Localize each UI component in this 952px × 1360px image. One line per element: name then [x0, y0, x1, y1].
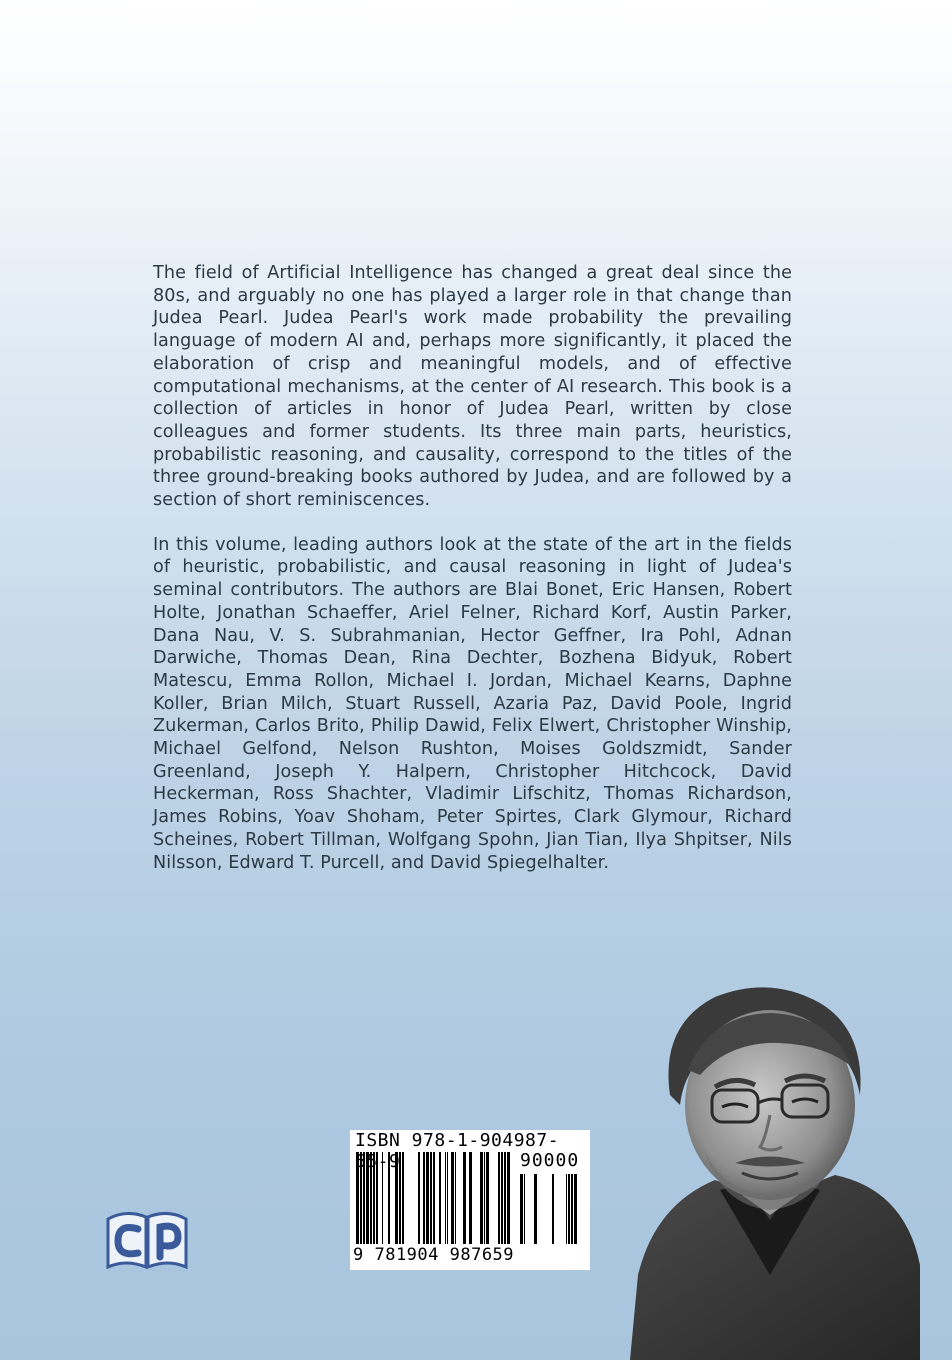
addon-bar [552, 1174, 554, 1244]
book-description [153, 262, 792, 896]
publisher-logo-icon [104, 1205, 190, 1269]
description-paragraph-1: The field of Artificial Intelligence has changed a great deal since the 80s, and arguably no one has played a larger role in that change than Judea Pearl. Judea Pearl's work made probability the prevailing language of modern AI and, perhaps more significantly, it placed the elaboration of crisp and meaningful models, and of effective computational mechanisms, at the center of AI research. This book is a collection of articles in honor of Judea Pearl, written by close colleagues and former students. Its three main parts, heuristics, probabilistic reasoning, and causality, correspond to the titles of the three ground-breaking books authored by Judea, and are followed by a section of short reminiscences. [153, 263, 792, 511]
price-addon: 90000 [520, 1150, 580, 1171]
addon-bar [568, 1174, 570, 1244]
addon-bar [571, 1174, 573, 1244]
addon-bar [534, 1174, 537, 1244]
addon-bar [566, 1174, 567, 1244]
isbn-label: ISBN 978-1-904987-65-9 [355, 1130, 560, 1172]
ean-digits: 9 781904 987659 [353, 1245, 515, 1265]
addon-bar [574, 1174, 577, 1244]
description-paragraph-2: In this volume, leading authors look at the state of the art in the fields of heuristic, probabilistic, and causal reasoning in light of Judea's seminal contributors. The authors are Blai Bonet, Eric Hansen, Robert Holte, Jonathan Schaeffer, Ariel Felner, Richard Korf, Austin Parker, Dana Nau, V. S. Subrahmanian, Hector Geffner, Ira Pohl, Adnan Darwiche, Thomas Dean, Rina Dechter, Bozhena Bidyuk, Robert Matescu, Emma Rollon, Michael I. Jordan, Michael Kearns, Daphne Koller, Brian Milch, Stuart Russell, Azaria Paz, David Poole, Ingrid Zukerman, Carlos Brito, Philip Dawid, Felix Elwert, Christopher Winship, Michael Gelfond, Nelson Rushton, Moises Goldszmidt, Sander Greenland, Joseph Y. Halpern, Christopher Hitchcock, David Heckerman, Ross Shachter, Vladimir Lifschitz, Thomas Richardson, James Robins, Yoav Shoham, Peter Spirtes, Clark Glymour, Richard Scheines, Robert Tillman, Wolfgang Spohn, Jian Tian, Ilya Shpitser, Nils Nilsson, Edward T. Purcell, and David Spiegelhalter. [153, 534, 792, 873]
barcode-block [350, 1130, 590, 1270]
addon-bar [524, 1174, 525, 1244]
addon-bar [520, 1174, 523, 1244]
author-portrait [620, 975, 920, 1360]
